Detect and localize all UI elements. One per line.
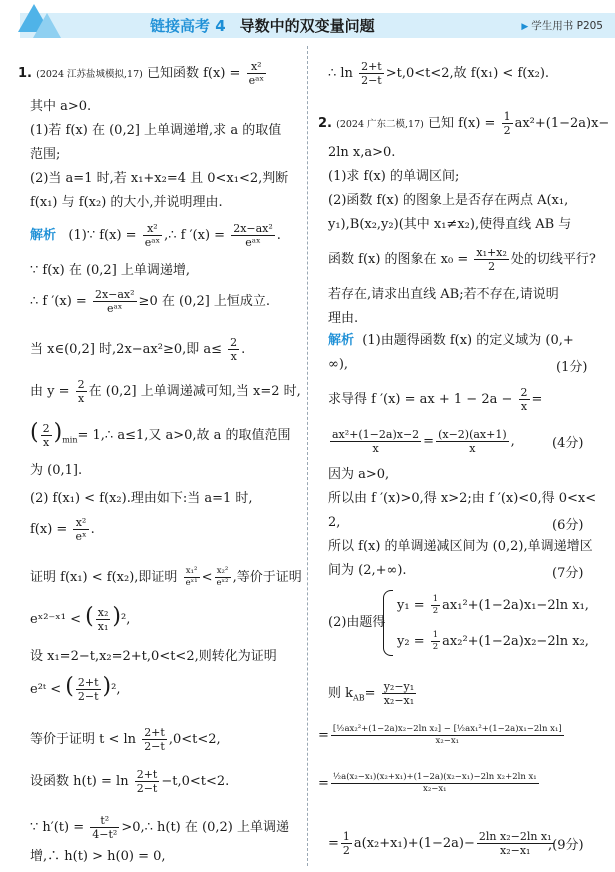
solution-label: 解析 bbox=[328, 333, 355, 348]
fraction: $\frac{\text{x²}}{\text{eᵃˣ}}$ bbox=[248, 60, 264, 87]
solution-line-3: ∴ f ′(x) = $\frac{\text{2x−ax²}}{\text{eᵃˣ}}$ ≥0 在 (0,2] 上恒成立. bbox=[30, 288, 271, 315]
fraction: $\frac{\text{x₁+x₂}}{2}$ bbox=[476, 246, 507, 273]
r-solution-13: = $\frac{\text{½a(x₂−x₁)(x₂+x₁)+(1−2a)(x₂−x₁)−2ln x₂+2ln x₁}}{\text{x₂−x₁}}$ bbox=[318, 772, 537, 794]
fraction: $\frac{1}{2}$ bbox=[432, 594, 439, 616]
r-solution-5: 因为 a>0, bbox=[328, 467, 390, 482]
fraction: $\frac{2}{x}$ bbox=[520, 386, 528, 413]
fraction: $\frac{2+t}{2-t}$ bbox=[136, 768, 158, 795]
fraction: $\frac{\text{2x−ax²}}{\text{eᵃˣ}}$ bbox=[94, 288, 135, 315]
score-mark: ,(9分) bbox=[548, 838, 584, 853]
solution-line-9: f(x) = $\frac{\text{x²}}{\text{eˣ}}$ . bbox=[30, 516, 95, 543]
fraction: $\frac{\text{x²}}{\text{eᵃˣ}}$ bbox=[144, 222, 161, 249]
column-divider bbox=[307, 46, 308, 866]
q2-part-1: (1)求 f(x) 的单调区间; bbox=[328, 169, 460, 184]
system-eq-1: y₁ = $\frac{1}{2}$ ax₁²+(1−2a)x₁−2ln x₁, bbox=[397, 594, 589, 616]
system-eq-2: y₂ = $\frac{1}{2}$ ax₂²+(1−2a)x₂−2ln x₂, bbox=[397, 630, 589, 652]
section-prefix: 链接高考 4 bbox=[150, 17, 226, 35]
q1-line-2: 其中 a>0. bbox=[30, 99, 92, 114]
system-brace bbox=[383, 590, 393, 656]
solution-line-10: 证明 f(x₁) < f(x₂),即证明 $\frac{\text{x₁²}}{\text{eˣ¹}}$ < $\frac{\text{x₂²}}{\text{eˣ²}}$ ,等价于证明 bbox=[30, 566, 302, 588]
fraction: $\frac{2}{x}$ bbox=[230, 336, 238, 363]
q2-part-2-cont4: 理由. bbox=[328, 311, 359, 326]
r-solution-6: 所以由 f ′(x)>0,得 x>2;由 f ′(x)<0,得 0<x< bbox=[328, 491, 597, 506]
solution-label: 解析 bbox=[30, 228, 57, 243]
r-solution-3: 求导得 f ′(x) = ax + 1 − 2a − $\frac{2}{x}$ = bbox=[328, 386, 543, 413]
solution-line-7: 为 (0,1]. bbox=[30, 463, 83, 478]
fraction: $\frac{\text{2x−ax²}}{\text{eᵃˣ}}$ bbox=[233, 222, 273, 249]
q2-line-2: 2ln x,a>0. bbox=[328, 145, 396, 160]
question-source: (2024 江苏盐城模拟,17) bbox=[36, 69, 143, 80]
question-number: 1. bbox=[18, 66, 32, 81]
fraction: $\frac{\text{t²}}{\text{4−t²}}$ bbox=[92, 814, 118, 841]
solution-line-11: eˣ²⁻ˣ¹ < ( $\frac{\text{x₂}}{\text{x₁}}$ )², bbox=[30, 604, 131, 633]
fraction: $\frac{2}{x}$ bbox=[42, 422, 50, 449]
fraction: $\frac{\text{x₁²}}{\text{eˣ¹}}$ bbox=[185, 566, 198, 588]
q2-part-2-cont: y₁),B(x₂,y₂)(其中 x₁≠x₂),使得直线 AB 与 bbox=[328, 217, 572, 232]
r-solution-14: = $\frac{1}{2}$ a(x₂+x₁)+(1−2a)− $\frac{\text{2ln x₂−2ln x₁}}{\text{x₂−x₁}}$ bbox=[328, 830, 552, 857]
question-number: 2. bbox=[318, 116, 332, 131]
fraction: $\frac{2+t}{2-t}$ bbox=[144, 726, 165, 753]
solution-line-6: ( $\frac{2}{x}$ )$_{min}=$ 1,∴ a≤1,又 a>0,故 a 的取值范围 bbox=[30, 420, 291, 449]
solution-line-13: e²ᵗ < ( $\frac{2+t}{2-t}$ )², bbox=[30, 674, 121, 703]
fraction: $\frac{\text{[½ax₂²+(1−2a)x₂−2ln x₂] − [½ax₁²+(1−2a)x₁−2ln x₁]}}{\text{x₂−x₁}}$ bbox=[332, 724, 562, 746]
student-book-label: 学生用书 P205 bbox=[531, 20, 603, 32]
solution-line-12: 设 x₁=2−t,x₂=2+t,0<t<2,则转化为证明 bbox=[30, 649, 277, 664]
q1-part-1: (1)若 f(x) 在 (0,2] 上单调递增,求 a 的取值 bbox=[30, 123, 282, 138]
fraction: $\frac{\text{x₂²}}{\text{eˣ²}}$ bbox=[216, 566, 229, 588]
fraction: $\frac{2}{x}$ bbox=[77, 378, 85, 405]
r-solution-9: 间为 (2,+∞). bbox=[328, 563, 407, 578]
r-line-1: ∴ ln $\frac{2+t}{2-t}$ >t,0<t<2,故 f(x₁) < f(x₂). bbox=[328, 60, 550, 87]
header-triangle-icon bbox=[33, 13, 61, 38]
fraction: $\frac{2+t}{2-t}$ bbox=[77, 676, 99, 703]
score-mark: (4分) bbox=[552, 436, 584, 451]
page-title bbox=[150, 15, 375, 36]
section-title: 导数中的双变量问题 bbox=[239, 17, 375, 35]
r-solution-1: 解析 (1)由题得函数 f(x) 的定义域为 (0,+ bbox=[328, 333, 574, 348]
q1-part-2-cont: f(x₁) 与 f(x₂) 的大小,并说明理由. bbox=[30, 195, 223, 210]
solution-line-1: 解析 (1)∵ f(x) = $\frac{\text{x²}}{\text{eᵃˣ}}$ ,∴ f ′(x) = $\frac{\text{2x−ax²}}{\text{eᵃˣ}}$ . bbox=[30, 222, 281, 249]
fraction: $\frac{1}{2}$ bbox=[432, 630, 439, 652]
fraction: $\frac{\text{½a(x₂−x₁)(x₂+x₁)+(1−2a)(x₂−x₁)−2ln x₂+2ln x₁}}{\text{x₂−x₁}}$ bbox=[332, 772, 537, 794]
fraction: $\frac{\text{y₂−y₁}}{\text{x₂−x₁}}$ bbox=[383, 680, 415, 707]
q1-part-1-cont: 范围; bbox=[30, 147, 61, 162]
triangle-right-icon: ▶ bbox=[521, 22, 529, 32]
r-solution-12: = $\frac{\text{[½ax₂²+(1−2a)x₂−2ln x₂] − [½ax₁²+(1−2a)x₁−2ln x₁]}}{\text{x₂−x₁}}$ bbox=[318, 724, 562, 746]
solution-line-14: 等价于证明 t < ln $\frac{2+t}{2-t}$ ,0<t<2, bbox=[30, 726, 221, 753]
fraction: $\frac{\text{x²}}{\text{eˣ}}$ bbox=[75, 516, 87, 543]
r-solution-7: 2, bbox=[328, 515, 341, 530]
question-source: (2024 广东二模,17) bbox=[336, 119, 424, 130]
solution-line-15: 设函数 h(t) = ln $\frac{2+t}{2-t}$ −t,0<t<2. bbox=[30, 768, 230, 795]
fraction: $\frac{1}{2}$ bbox=[342, 830, 350, 857]
score-mark: (7分) bbox=[552, 566, 584, 581]
q1-stem: 已知函数 f(x) = bbox=[146, 66, 241, 81]
fraction: $\frac{\text{x₂}}{\text{x₁}}$ bbox=[97, 606, 109, 633]
solution-line-2: ∵ f(x) 在 (0,2] 上单调递增, bbox=[30, 263, 191, 278]
fraction: $\frac{\text{ax²+(1−2a)x−2}}{x}$ bbox=[332, 428, 420, 455]
solution-line-17: 增,∴ h(t) > h(0) = 0, bbox=[30, 849, 166, 864]
fraction: $\frac{(x-2)(ax+1)}{x}$ bbox=[438, 428, 507, 455]
solution-line-4: 当 x∈(0,2] 时,2x−ax²≥0,即 a≤ $\frac{2}{x}$ . bbox=[30, 336, 246, 363]
solution-line-8: (2) f(x₁) < f(x₂).理由如下:当 a=1 时, bbox=[30, 491, 253, 506]
page-header bbox=[0, 0, 615, 38]
q2-part-2-cont2: 函数 f(x) 的图象在 x₀ = $\frac{\text{x₁+x₂}}{2}$ 处的切线平行? bbox=[328, 246, 596, 273]
r-solution-8: 所以 f(x) 的单调递减区间为 (0,2),单调递增区 bbox=[328, 539, 593, 554]
score-mark: (1分) bbox=[556, 360, 588, 375]
r-solution-10: (2)由题得 bbox=[328, 615, 386, 630]
fraction: $\frac{2+t}{2-t}$ bbox=[361, 60, 382, 87]
q1-line-1 bbox=[18, 60, 268, 87]
fraction: $\frac{\text{2ln x₂−2ln x₁}}{\text{x₂−x₁}}$ bbox=[478, 830, 552, 857]
fraction: $\frac{1}{2}$ bbox=[503, 110, 511, 137]
r-solution-4: $\frac{\text{ax²+(1−2a)x−2}}{x}$ = $\frac{(x-2)(ax+1)}{x}$ , bbox=[332, 428, 515, 455]
q2-part-2-cont3: 若存在,请求出直线 AB;若不存在,请说明 bbox=[328, 287, 559, 302]
score-mark: (6分) bbox=[552, 518, 584, 533]
r-solution-2: ∞), bbox=[328, 357, 349, 372]
q1-part-2: (2)当 a=1 时,若 x₁+x₂=4 且 0<x₁<2,判断 bbox=[30, 171, 289, 186]
q2-line-1: 2. (2024 广东二模,17) 已知 f(x) = $\frac{1}{2}$ ax²+(1−2a)x− bbox=[318, 110, 610, 137]
solution-line-16: ∵ h′(t) = $\frac{\text{t²}}{\text{4−t²}}$ >0,∴ h(t) 在 (0,2) 上单调递 bbox=[30, 814, 289, 841]
student-book-tag bbox=[521, 18, 603, 33]
solution-line-5: 由 y = $\frac{2}{x}$ 在 (0,2] 上单调递减可知,当 x=2 时, bbox=[30, 378, 301, 405]
r-solution-11: 则 $k_{AB}=$ $\frac{\text{y₂−y₁}}{\text{x₂−x₁}}$ bbox=[328, 680, 415, 707]
q2-part-2: (2)函数 f(x) 的图象上是否存在两点 A(x₁, bbox=[328, 193, 569, 208]
